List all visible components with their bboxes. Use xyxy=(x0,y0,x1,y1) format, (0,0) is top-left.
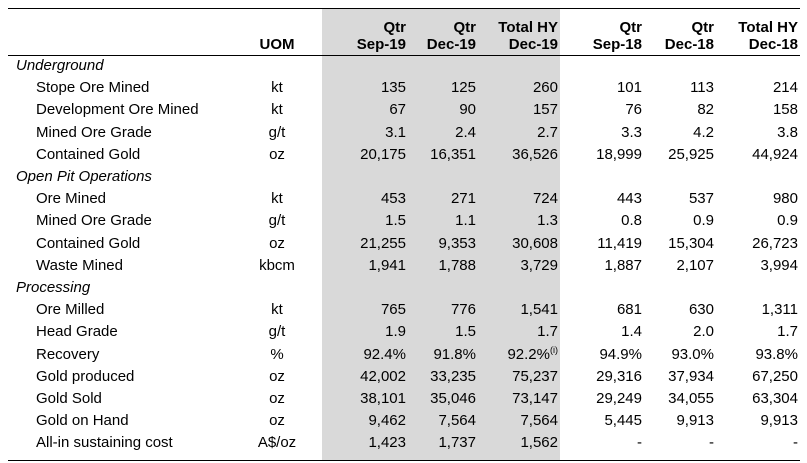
value-cell xyxy=(478,388,560,410)
column-header-line1: Total HY xyxy=(738,19,798,36)
column-header-label xyxy=(8,8,232,55)
value-cell xyxy=(716,188,800,210)
value-text: 7,564 xyxy=(438,412,476,430)
value-cell xyxy=(716,77,800,99)
row-label: Mined Ore Grade xyxy=(36,123,152,141)
value-text: 5,445 xyxy=(604,412,642,430)
value-cell xyxy=(716,210,800,232)
value-cell xyxy=(716,299,800,321)
value-cell xyxy=(560,432,644,454)
value-text: 93.8% xyxy=(755,345,798,363)
value-text: 30,608 xyxy=(512,234,558,252)
value-text: 29,316 xyxy=(596,367,642,385)
value-cell xyxy=(644,410,716,432)
value-cell xyxy=(644,188,716,210)
value-text: 3,729 xyxy=(520,256,558,274)
value-cell xyxy=(560,188,644,210)
table-row xyxy=(8,366,800,388)
value-text: 2.4 xyxy=(455,123,476,141)
value-text: 2,107 xyxy=(676,256,714,274)
value-text: 980 xyxy=(772,190,798,208)
value-cell xyxy=(560,122,644,144)
value-cell xyxy=(560,299,644,321)
unit-of-measure: oz xyxy=(269,234,285,252)
value-text: 453 xyxy=(380,190,406,208)
unit-of-measure: g/t xyxy=(268,123,286,141)
value-text: 4.2 xyxy=(693,123,714,141)
value-text: 9,913 xyxy=(676,412,714,430)
value-text: 1,562 xyxy=(520,434,558,452)
value-cell xyxy=(408,255,478,277)
section-title: Processing xyxy=(16,278,91,296)
value-cell xyxy=(322,188,408,210)
section-header-row xyxy=(8,166,800,188)
value-text: 36,526 xyxy=(512,145,558,163)
value-cell xyxy=(478,210,560,232)
value-text: 125 xyxy=(450,79,476,97)
unit-of-measure: oz xyxy=(269,145,285,163)
value-text: 443 xyxy=(616,190,642,208)
table-body xyxy=(8,55,800,454)
value-text: 681 xyxy=(616,301,642,319)
row-label: Contained Gold xyxy=(36,145,141,163)
value-cell xyxy=(644,233,716,255)
column-header-line1: Qtr xyxy=(691,19,714,36)
value-cell xyxy=(644,122,716,144)
unit-of-measure: oz xyxy=(269,389,285,407)
value-text: 73,147 xyxy=(512,389,558,407)
table-row xyxy=(8,144,800,166)
value-text: 90 xyxy=(459,101,476,119)
value-cell xyxy=(322,210,408,232)
value-text: 135 xyxy=(380,79,406,97)
value-text: 1,311 xyxy=(761,301,798,319)
unit-of-measure: g/t xyxy=(268,212,286,230)
value-text: 34,055 xyxy=(668,389,714,407)
value-cell xyxy=(644,321,716,343)
value-cell xyxy=(408,299,478,321)
value-text: 1.7 xyxy=(537,323,558,341)
value-text: 260 xyxy=(532,79,558,97)
column-header-q_dec18 xyxy=(644,8,716,55)
value-text: 15,304 xyxy=(668,234,714,252)
value-cell xyxy=(408,432,478,454)
value-cell xyxy=(408,343,478,365)
value-text: 157 xyxy=(532,101,558,119)
value-text: 537 xyxy=(688,190,714,208)
value-text: 38,101 xyxy=(360,389,406,407)
column-header-hy_dec19 xyxy=(478,8,560,55)
unit-of-measure: kt xyxy=(271,79,283,97)
value-text: 630 xyxy=(688,301,714,319)
table-row xyxy=(8,77,800,99)
value-cell xyxy=(478,299,560,321)
value-text: 7,564 xyxy=(520,412,558,430)
value-text: 18,999 xyxy=(596,145,642,163)
unit-of-measure: g/t xyxy=(268,323,286,341)
table-row xyxy=(8,321,800,343)
value-text: 1,788 xyxy=(438,256,476,274)
value-text: 1.9 xyxy=(385,323,406,341)
table-row xyxy=(8,388,800,410)
row-label: Ore Milled xyxy=(36,301,105,319)
column-header-line2: Dec-18 xyxy=(748,36,798,53)
value-text: 33,235 xyxy=(430,367,476,385)
value-cell xyxy=(408,122,478,144)
column-header-hy_dec18 xyxy=(716,8,800,55)
value-cell xyxy=(560,343,644,365)
value-text: 2.0 xyxy=(693,323,714,341)
value-cell xyxy=(478,410,560,432)
value-cell xyxy=(408,388,478,410)
value-text: 3.1 xyxy=(385,123,406,141)
value-cell xyxy=(560,321,644,343)
column-header-line2: Dec-19 xyxy=(508,36,558,53)
value-cell xyxy=(322,77,408,99)
value-text: 1.3 xyxy=(537,212,558,230)
column-header-q_sep18 xyxy=(560,8,644,55)
value-cell xyxy=(408,233,478,255)
value-cell xyxy=(644,99,716,121)
value-cell xyxy=(560,255,644,277)
value-cell xyxy=(716,388,800,410)
unit-of-measure: oz xyxy=(269,412,285,430)
row-label: Waste Mined xyxy=(36,256,123,274)
value-cell xyxy=(644,144,716,166)
section-title: Open Pit Operations xyxy=(16,168,152,186)
table-row xyxy=(8,432,800,454)
row-label: Recovery xyxy=(36,345,100,363)
bottom-rule xyxy=(8,460,800,461)
value-text: 44,924 xyxy=(752,145,798,163)
value-text: 765 xyxy=(380,301,406,319)
value-text: 113 xyxy=(690,79,714,97)
value-cell xyxy=(560,144,644,166)
value-cell xyxy=(644,299,716,321)
value-cell xyxy=(716,321,800,343)
value-cell xyxy=(716,343,800,365)
value-cell xyxy=(478,188,560,210)
unit-of-measure: kt xyxy=(271,301,283,319)
value-cell xyxy=(322,99,408,121)
value-cell xyxy=(644,255,716,277)
value-cell xyxy=(716,366,800,388)
value-cell xyxy=(322,144,408,166)
row-label: Gold on Hand xyxy=(36,412,129,430)
value-cell xyxy=(478,144,560,166)
header-row xyxy=(8,8,800,55)
value-cell xyxy=(478,77,560,99)
row-label: All-in sustaining cost xyxy=(36,434,173,452)
value-cell xyxy=(644,210,716,232)
value-text: 92.4% xyxy=(363,345,406,363)
column-header-line1: Qtr xyxy=(383,19,406,36)
row-label: Head Grade xyxy=(36,323,118,341)
value-text: 82 xyxy=(697,101,714,119)
value-text: 0.8 xyxy=(621,212,642,230)
value-text: 42,002 xyxy=(360,367,406,385)
value-cell xyxy=(478,255,560,277)
value-cell xyxy=(716,432,800,454)
value-cell xyxy=(716,255,800,277)
value-text: 63,304 xyxy=(752,389,798,407)
value-text: 101 xyxy=(616,79,642,97)
row-label: Mined Ore Grade xyxy=(36,212,152,230)
value-cell xyxy=(644,366,716,388)
value-text: 1.4 xyxy=(621,323,642,341)
value-cell xyxy=(408,410,478,432)
value-text: 20,175 xyxy=(360,145,406,163)
value-text: 26,723 xyxy=(752,234,798,252)
value-text: 3.3 xyxy=(621,123,642,141)
table-row xyxy=(8,210,800,232)
unit-of-measure: kt xyxy=(271,190,283,208)
value-text: 1,737 xyxy=(438,434,476,452)
value-cell xyxy=(408,144,478,166)
value-text: 67,250 xyxy=(752,367,798,385)
unit-of-measure: kbcm xyxy=(259,256,295,274)
value-cell xyxy=(644,343,716,365)
value-cell xyxy=(478,366,560,388)
value-text: 1.1 xyxy=(455,212,476,230)
value-text: 9,913 xyxy=(760,412,798,430)
value-text: 94.9% xyxy=(599,345,642,363)
table-row xyxy=(8,99,800,121)
table-row xyxy=(8,122,800,144)
value-text: 35,046 xyxy=(430,389,476,407)
row-label: Development Ore Mined xyxy=(36,101,199,119)
value-text: 16,351 xyxy=(430,145,476,163)
value-text: 1,423 xyxy=(368,434,406,452)
footnote-marker: (i) xyxy=(550,344,558,355)
column-header-line1: Qtr xyxy=(619,19,642,36)
table-row xyxy=(8,188,800,210)
column-header-line2: UOM xyxy=(259,36,295,53)
value-text: 93.0% xyxy=(671,345,714,363)
value-text: 1,887 xyxy=(604,256,642,274)
value-text: 37,934 xyxy=(668,367,714,385)
value-cell xyxy=(408,210,478,232)
value-text: 76 xyxy=(625,101,642,119)
column-header-line1: Qtr xyxy=(453,19,476,36)
unit-of-measure: oz xyxy=(269,367,285,385)
value-cell xyxy=(560,99,644,121)
table-row xyxy=(8,233,800,255)
section-header-row xyxy=(8,55,800,77)
value-cell xyxy=(560,388,644,410)
value-cell xyxy=(322,366,408,388)
row-label: Gold Sold xyxy=(36,389,102,407)
value-cell xyxy=(322,321,408,343)
value-cell xyxy=(560,77,644,99)
column-header-q_sep19 xyxy=(322,8,408,55)
value-text: 1,941 xyxy=(368,256,406,274)
production-summary-table xyxy=(8,8,800,454)
value-text: 92.2% xyxy=(507,345,550,363)
value-cell xyxy=(478,99,560,121)
table-row xyxy=(8,255,800,277)
value-cell xyxy=(478,321,560,343)
column-header-line2: Sep-18 xyxy=(592,36,642,53)
value-text: - xyxy=(709,434,714,452)
value-cell xyxy=(322,299,408,321)
value-cell xyxy=(322,410,408,432)
value-cell xyxy=(644,432,716,454)
value-text: 0.9 xyxy=(693,212,714,230)
value-cell xyxy=(322,255,408,277)
value-text: - xyxy=(793,434,798,452)
value-cell xyxy=(408,99,478,121)
row-label: Ore Mined xyxy=(36,190,107,208)
column-header-line1: Total HY xyxy=(498,19,558,36)
value-text: 1,541 xyxy=(520,301,558,319)
value-cell xyxy=(408,321,478,343)
row-label: Contained Gold xyxy=(36,234,141,252)
value-cell xyxy=(560,210,644,232)
value-cell xyxy=(560,366,644,388)
value-text: 158 xyxy=(772,101,798,119)
column-header-line2: Dec-19 xyxy=(426,36,476,53)
value-text: 724 xyxy=(532,190,558,208)
value-cell xyxy=(478,343,560,365)
column-header-q_dec19 xyxy=(408,8,478,55)
value-cell xyxy=(716,144,800,166)
value-text: 776 xyxy=(450,301,476,319)
value-text: 1.7 xyxy=(777,323,798,341)
value-text: 3,994 xyxy=(760,256,798,274)
value-text: 2.7 xyxy=(537,123,558,141)
value-cell xyxy=(716,233,800,255)
table-row xyxy=(8,299,800,321)
value-text: 1.5 xyxy=(385,212,406,230)
value-text: - xyxy=(637,434,642,452)
value-cell xyxy=(322,233,408,255)
unit-of-measure: kt xyxy=(271,101,283,119)
value-cell xyxy=(408,77,478,99)
column-header-uom xyxy=(232,8,322,55)
value-text: 0.9 xyxy=(777,212,798,230)
value-cell xyxy=(322,432,408,454)
value-text: 29,249 xyxy=(596,389,642,407)
value-cell xyxy=(644,77,716,99)
value-cell xyxy=(716,99,800,121)
value-cell xyxy=(478,122,560,144)
section-title: Underground xyxy=(16,57,104,75)
value-cell xyxy=(644,388,716,410)
row-label: Gold produced xyxy=(36,367,135,385)
value-text: 9,353 xyxy=(438,234,476,252)
value-text: 9,462 xyxy=(368,412,406,430)
row-label: Stope Ore Mined xyxy=(36,79,150,97)
value-cell xyxy=(322,388,408,410)
value-text: 271 xyxy=(450,190,476,208)
value-cell xyxy=(408,366,478,388)
value-cell xyxy=(408,188,478,210)
section-header-row xyxy=(8,277,800,299)
table-row xyxy=(8,410,800,432)
value-text: 21,255 xyxy=(360,234,406,252)
value-cell xyxy=(560,233,644,255)
value-text: 1.5 xyxy=(455,323,476,341)
column-header-line2: Sep-19 xyxy=(356,36,406,53)
value-cell xyxy=(716,410,800,432)
unit-of-measure: A$/oz xyxy=(257,434,297,452)
value-cell xyxy=(322,343,408,365)
value-cell xyxy=(322,122,408,144)
value-text: 67 xyxy=(389,101,406,119)
value-text: 75,237 xyxy=(512,367,558,385)
value-text: 214 xyxy=(772,79,798,97)
column-header-line2: Dec-18 xyxy=(664,36,714,53)
value-cell xyxy=(716,122,800,144)
value-text: 91.8% xyxy=(433,345,476,363)
unit-of-measure: % xyxy=(270,345,284,363)
value-cell xyxy=(478,233,560,255)
value-text: 11,419 xyxy=(597,234,642,252)
value-cell xyxy=(478,432,560,454)
value-text: 25,925 xyxy=(668,145,714,163)
value-cell xyxy=(560,410,644,432)
table-row xyxy=(8,343,800,365)
value-text: 3.8 xyxy=(777,123,798,141)
